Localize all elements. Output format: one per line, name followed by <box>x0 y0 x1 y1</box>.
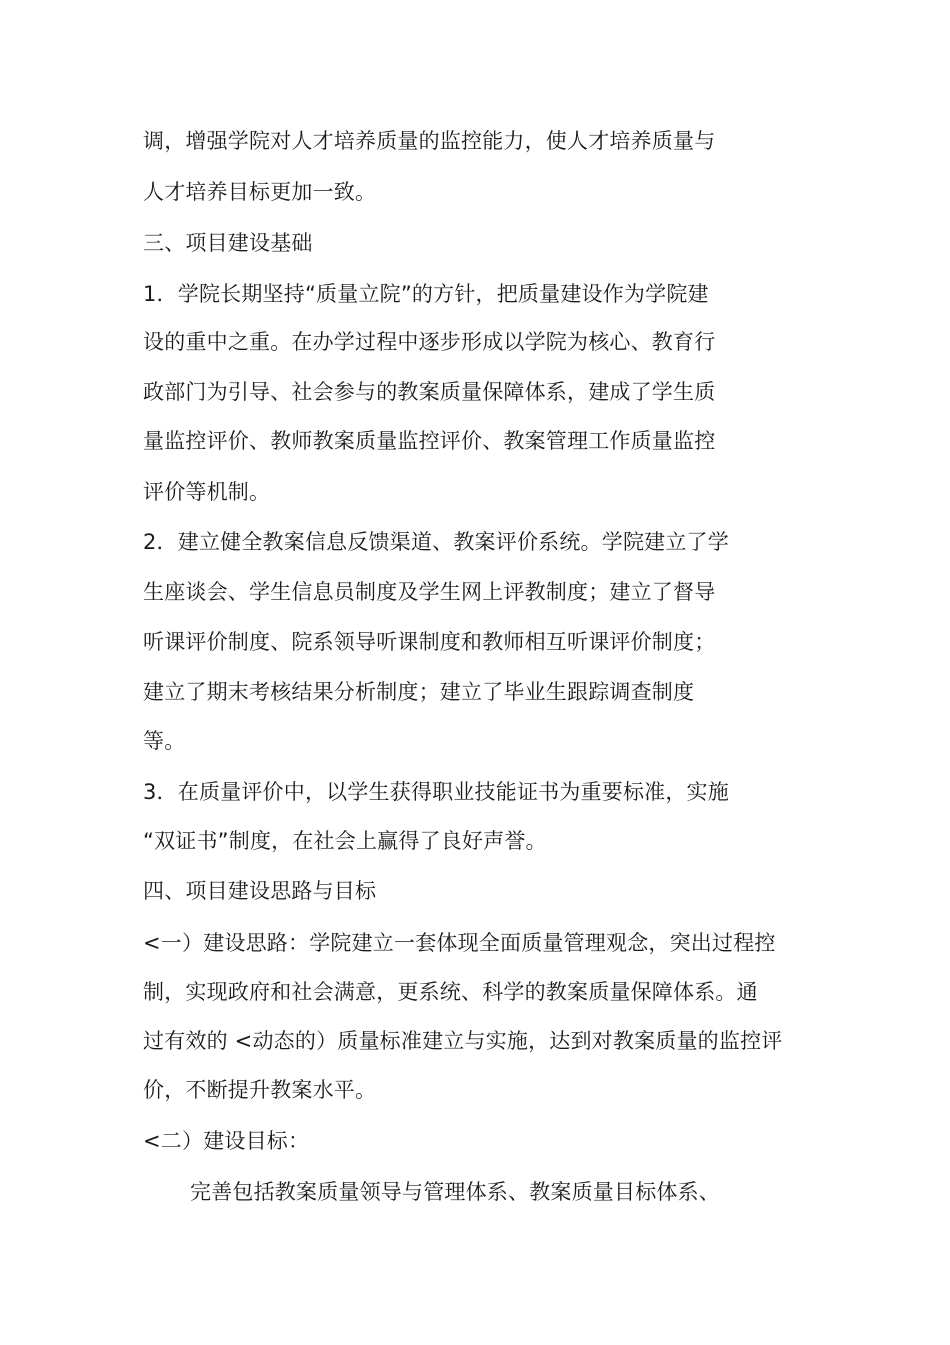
paragraph-line: 等。 <box>143 729 186 753</box>
paragraph-line: <一）建设思路：学院建立一套体现全面质量管理观念，突出过程控 <box>143 931 776 955</box>
paragraph-line: 生座谈会、学生信息员制度及学生网上评教制度；建立了督导 <box>143 580 716 604</box>
paragraph-line: 设的重中之重。在办学过程中逐步形成以学院为核心、教育行 <box>143 330 716 354</box>
paragraph-line: 听课评价制度、院系领导听课制度和教师相互听课评价制度； <box>143 630 716 654</box>
paragraph-line: 建立了期末考核结果分析制度；建立了毕业生跟踪调查制度 <box>143 680 695 704</box>
paragraph-line: 制，实现政府和社会满意，更系统、科学的教案质量保障体系。通 <box>143 980 758 1004</box>
paragraph-line: 2．建立健全教案信息反馈渠道、教案评价系统。学院建立了学 <box>143 530 729 554</box>
paragraph-line: 3．在质量评价中，以学生获得职业技能证书为重要标准，实施 <box>143 780 729 804</box>
paragraph-line: 人才培养目标更加一致。 <box>143 180 377 204</box>
paragraph-line: 价，不断提升教案水平。 <box>143 1078 377 1102</box>
paragraph-line: 过有效的 <动态的）质量标准建立与实施，达到对教案质量的监控评 <box>143 1029 783 1053</box>
paragraph-line: 评价等机制。 <box>143 480 271 504</box>
paragraph-line: “双证书”制度，在社会上赢得了良好声誉。 <box>143 829 547 853</box>
paragraph-line: 1．学院长期坚持“质量立院”的方针，把质量建设作为学院建 <box>143 282 709 306</box>
paragraph-line: 调，增强学院对人才培养质量的监控能力，使人才培养质量与 <box>143 129 716 153</box>
section-heading: 三、项目建设基础 <box>143 231 313 255</box>
paragraph-line: 完善包括教案质量领导与管理体系、教案质量目标体系、 <box>190 1180 720 1204</box>
subsection-heading: <二）建设目标： <box>143 1129 310 1153</box>
paragraph-line: 政部门为引导、社会参与的教案质量保障体系，建成了学生质 <box>143 380 716 404</box>
section-heading: 四、项目建设思路与目标 <box>143 879 377 903</box>
paragraph-line: 量监控评价、教师教案质量监控评价、教案管理工作质量监控 <box>143 429 716 453</box>
